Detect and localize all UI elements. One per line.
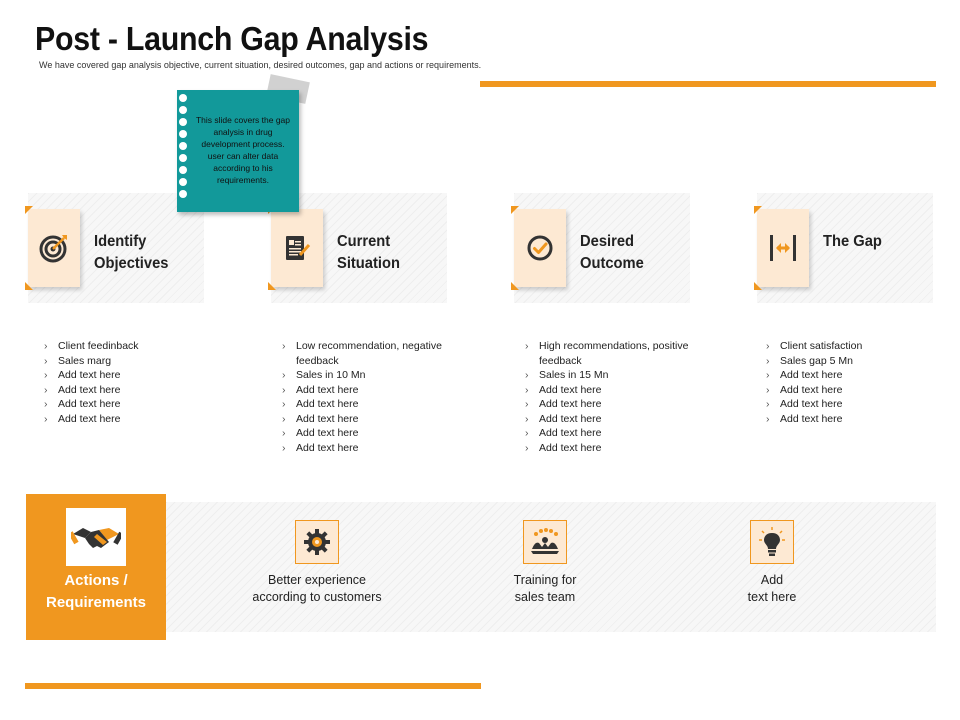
action-training <box>455 520 635 606</box>
list-item: › Add text here <box>766 397 916 412</box>
info-note <box>177 90 299 212</box>
list-item: › Add text here <box>282 383 452 398</box>
list-item: › Add text here <box>525 383 695 398</box>
list-identify-objectives <box>44 339 194 426</box>
list-item: › High recommendations, positive feedback <box>525 339 695 368</box>
team-icon <box>523 520 567 564</box>
card-title: The Gap <box>823 233 882 250</box>
list-item: › Add text here <box>282 412 452 427</box>
list-desired-outcome <box>525 339 695 455</box>
actions-requirements-box <box>26 494 166 640</box>
list-item: › Add text here <box>44 397 194 412</box>
card-the-gap <box>757 193 933 303</box>
note-binding-holes <box>179 94 189 202</box>
list-item: › Add text here <box>766 368 916 383</box>
list-the-gap <box>766 339 916 426</box>
list-item: › Add text here <box>282 397 452 412</box>
list-item: › Sales in 15 Mn <box>525 368 695 383</box>
gap-arrows-icon <box>757 209 809 287</box>
list-item: › Sales marg <box>44 354 194 369</box>
list-item: › Add text here <box>282 426 452 441</box>
note-text: This slide covers the gap analysis in drug development process. user can alter data according to his requirements. <box>195 115 291 185</box>
check-circle-icon <box>514 209 566 287</box>
handshake-icon <box>66 508 126 566</box>
page-title: Post - Launch Gap Analysis <box>35 20 429 57</box>
list-item: › Add text here <box>44 383 194 398</box>
target-icon <box>28 209 80 287</box>
top-accent-bar <box>480 81 936 87</box>
card-title: Identify Objectives <box>94 233 169 272</box>
bottom-accent-bar <box>25 683 481 689</box>
list-current-situation <box>282 339 452 455</box>
list-item: › Client satisfaction <box>766 339 916 354</box>
list-item: › Sales gap 5 Mn <box>766 354 916 369</box>
list-item: › Low recommendation, negative feedback <box>282 339 452 368</box>
action-label: Training for sales team <box>513 573 577 604</box>
list-item: › Add text here <box>525 441 695 456</box>
list-item: › Add text here <box>525 397 695 412</box>
list-item: › Add text here <box>766 412 916 427</box>
card-desired-outcome <box>514 193 690 303</box>
lightbulb-icon <box>750 520 794 564</box>
list-item: › Add text here <box>525 412 695 427</box>
gear-icon <box>295 520 339 564</box>
action-label: Add text here <box>747 573 797 604</box>
list-item: › Add text here <box>44 412 194 427</box>
action-label: Better experience according to customers <box>252 573 382 604</box>
list-item: › Add text here <box>766 383 916 398</box>
actions-label: Actions / Requirements <box>45 572 147 611</box>
list-item: › Add text here <box>44 368 194 383</box>
card-title: Desired Outcome <box>580 233 644 272</box>
page-subtitle: We have covered gap analysis objective, current situation, desired outcomes, gap and actions or requirements. <box>39 60 482 70</box>
report-icon <box>271 209 323 287</box>
action-better-experience <box>227 520 407 606</box>
list-item: › Add text here <box>282 441 452 456</box>
card-title: Current Situation <box>337 233 400 272</box>
action-add-text <box>682 520 862 606</box>
list-item: › Add text here <box>525 426 695 441</box>
list-item: › Client feedinback <box>44 339 194 354</box>
list-item: › Sales in 10 Mn <box>282 368 452 383</box>
